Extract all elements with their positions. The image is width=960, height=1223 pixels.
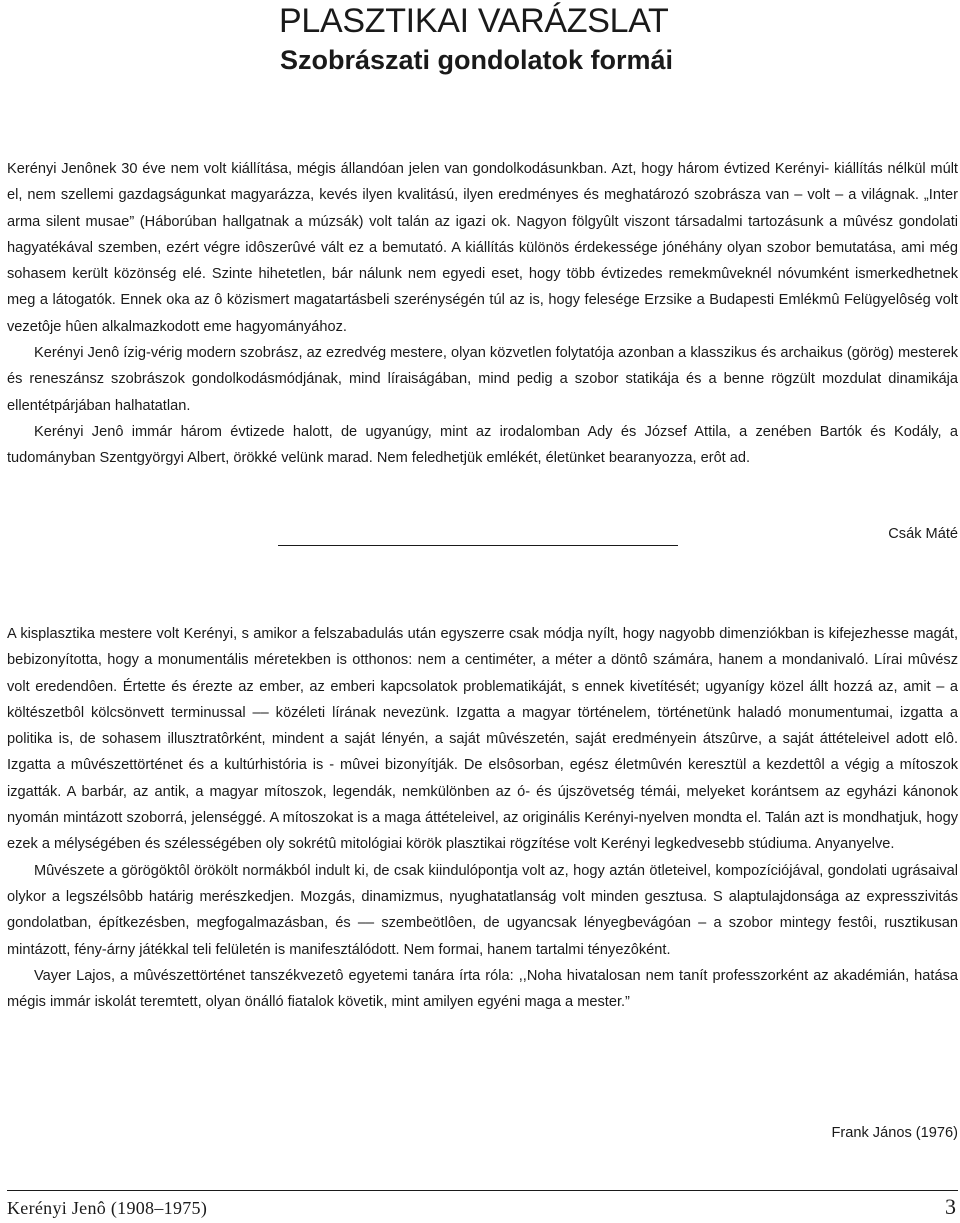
article-1-paragraph-1: Kerényi Jenônek 30 éve nem volt kiállítása, mégis állandóan jelen van gondolkodásunkban. Azt, hogy három évtized Kerényi- kiállítás nélkül múlt el, nem szellemi gazdagságunkat magyarázza, kevés ilyen kvalitású, ilyen eredményes és meghatározó szobrásza van – volt – a világnak. „Inter arma silent musae” (Háborúban hallgatnak a múzsák) volt talán az igazi ok. Nagyon fölgyûlt viszont társadalmi tartozásunk a mûvész gondolati hagyatékával szemben, ezért végre idôszerûvé vált ez a bemutató. A kiállítás különös érdekessége jónéhány olyan szobor bemutatása, ami még sohasem került közönség elé. Szinte hihetetlen, bár nálunk nem egyedi eset, hogy több évtizedes remekmûveknél nóvumként ismerkedhetnek meg a látogatók. Ennek oka az ô közismert magatartásbeli szerénységén túl az is, hogy felesége Erzsike a Budapesti Emlékmû Felügyelôség volt vezetôje hûen alkalmazkodott eme hagyományához.	[7, 161, 958, 335]
article-2-paragraph-2: Mûvészete a görögöktôl örökölt normákból indult ki, de csak kiindulópontja volt az, hogy aztán ötleteivel, kompozíciójával, gondolati ugrásaival olykor a legszélsôbb határig merészkedjen. Mozgás, dinamizmus, nyughatatlanság volt minden gesztusa. S alaptulajdonsága az expresszivitás gondolatban, építkezésben, megfogalmazásban, és –– szembeötlôen, de ugyancsak lényegbevágóan – a szobor mintegy festôi, rusztikusan mintázott, fény-árny játékkal teli felületén is manifesztálódott. Nem formai, hanem tartalmi tényezôként.	[7, 862, 958, 958]
page-title: PLASZTIKAI VARÁZSLAT	[279, 2, 669, 40]
article-2-body	[7, 621, 958, 1015]
article-2-paragraph-1: A kisplasztika mestere volt Kerényi, s amikor a felszabadulás után egyszerre csak módja nyílt, hogy nagyobb dimenziókban is kifejezhesse magát, bebizonyította, hogy a monumentális méretekben is otthonos: nem a centiméter, a méter a döntô számára, hanem a mondanivaló. Lírai mûvész volt eredendôen. Értette és érezte az ember, az emberi kapcsolatok problematikáját, s ennek kivetítését; ugyanígy közel állt hozzá az, amit – a költészetbôl kölcsönvett terminussal –– közéleti lírának nevezünk. Izgatta a magyar történelem, történetünk haladó monumentumai, izgatta a politika is, de sohasem illusztratôrként, mindent a saját lényén, a saját mûvészetén, saját eredményein átszûrve, a saját áttételeivel adott elô. Izgatta a mûvészettörténet és a kultúrhistória is - mûvei bizonyítják. De elsôsorban, egész életmûvén keresztül a kezdettôl a végig a mítoszok izgatták. A barbár, az antik, a magyar mítoszok, legendák, nemkülönben az ó- és újszövetség témái, melyeket korántsem az egyházi kánonok nyomán mintázott szoborrá, jelenséggé. A mítoszokat is a maga áttételeivel, az originális Kerényi-nyelven mondta el. Talán azt is mondhatjuk, hogy ezek a mélységében és szélességében oly sokrétû mitológiai körök plasztikai rögzítése volt Kerényi legkedvesebb stúdiuma. Anyanyelve.	[7, 626, 958, 853]
article-2-paragraph-3: Vayer Lajos, a mûvészettörténet tanszékvezetô egyetemi tanára írta róla: ,,Noha hivatalosan nem tanít professzorként az akadémián, hatása mégis immár iskolát teremtett, olyan önálló fiatalok követik, mint amilyen egyéni maga a mester.”	[7, 967, 958, 1011]
footer-divider	[7, 1190, 958, 1191]
article-1-signature: Csák Máté	[888, 526, 958, 542]
article-1-paragraph-2: Kerényi Jenô ízig-vérig modern szobrász, az ezredvég mestere, olyan közvetlen folytatója azonban a klasszikus és archaikus (görög) mesterek és reneszánsz szobrászok gondolkodásmódjának, mind líraiságában, mind pedig a szobor statikája és a benne rögzült mozdulat dinamikája ellentétpárjában halhatatlan.	[7, 345, 958, 414]
page-number: 3	[945, 1194, 956, 1219]
article-1-body	[7, 156, 958, 472]
page-subtitle: Szobrászati gondolatok formái	[280, 45, 674, 75]
section-divider	[278, 545, 678, 546]
article-2-signature: Frank János (1976)	[831, 1125, 958, 1141]
footer-title: Kerényi Jenô (1908–1975)	[7, 1198, 208, 1218]
article-1-paragraph-3: Kerényi Jenô immár három évtizede halott, de ugyanúgy, mint az irodalomban Ady és József Attila, a zenében Bartók és Kodály, a tudományban Szentgyörgyi Albert, örökké velünk marad. Nem feledhetjük emlékét, életünket bearanyozza, erôt ad.	[7, 423, 958, 467]
